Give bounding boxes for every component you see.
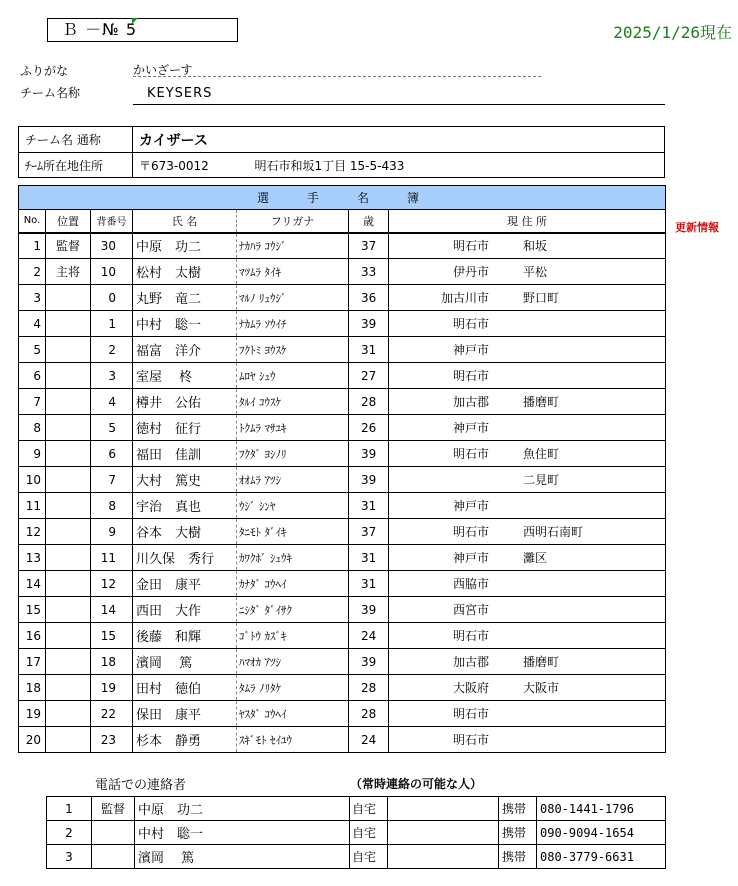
player-position [46, 363, 91, 389]
player-age: 39 [349, 441, 389, 467]
player-name: 中原 功二 [133, 233, 237, 259]
player-kana: ﾀﾆﾓﾄ ﾀﾞｲｷ [237, 519, 349, 545]
player-no: 13 [19, 545, 46, 571]
player-age: 28 [349, 389, 389, 415]
player-address [389, 311, 666, 337]
player-town: 平松 [523, 265, 548, 279]
player-age: 26 [349, 415, 389, 441]
player-age: 24 [349, 623, 389, 649]
player-name: 谷本 大樹 [133, 519, 237, 545]
player-number: 1 [91, 311, 133, 337]
player-kana: ｶﾜｸﾎﾞ ｼｭｳｷ [237, 545, 349, 571]
player-city: 神戸市 [452, 343, 489, 357]
home-phone-value [388, 797, 499, 821]
player-city: 西脇市 [452, 577, 489, 591]
player-number: 23 [91, 727, 133, 753]
roster-row [19, 285, 666, 311]
contact-note: （常時連絡の可能な人） [350, 777, 483, 791]
player-age: 24 [349, 727, 389, 753]
player-kana: ｺﾞﾄｳ ｶｽﾞｷ [237, 623, 349, 649]
player-kana: ｵｵﾑﾗ ｱﾂｼ [237, 467, 349, 493]
player-name: 杉本 静勇 [133, 727, 237, 753]
player-no: 5 [19, 337, 46, 363]
player-age: 27 [349, 363, 389, 389]
player-number: 15 [91, 623, 133, 649]
player-number: 4 [91, 389, 133, 415]
mobile-phone-label: 携帯 [499, 821, 537, 845]
player-no: 4 [19, 311, 46, 337]
contact-name: 中村 聡一 [135, 821, 350, 845]
player-name: 保田 康平 [133, 701, 237, 727]
header-name: 氏 名 [133, 210, 237, 233]
home-phone-value [388, 821, 499, 845]
contact-row [47, 821, 666, 845]
player-city: 明石市 [452, 733, 489, 747]
contact-name: 中原 功二 [135, 797, 350, 821]
player-kana: ﾌｸﾄﾐ ﾖｳｽｹ [237, 337, 349, 363]
update-info-link[interactable]: 更新情報 [675, 221, 719, 234]
player-city: 加古郡 [452, 655, 489, 669]
player-address [389, 363, 666, 389]
mobile-phone-value: 090-9094-1654 [537, 821, 666, 845]
player-no: 19 [19, 701, 46, 727]
mobile-phone-label: 携帯 [499, 845, 537, 869]
player-age: 31 [349, 493, 389, 519]
player-age: 36 [349, 285, 389, 311]
roster-row [19, 233, 666, 259]
player-position [46, 623, 91, 649]
player-town: 播磨町 [523, 655, 560, 669]
header-number: 背番号 [91, 210, 133, 233]
player-number: 14 [91, 597, 133, 623]
roster-row [19, 623, 666, 649]
player-town: 二見町 [523, 473, 560, 487]
roster-row [19, 649, 666, 675]
player-city: 明石市 [452, 369, 489, 383]
player-no: 7 [19, 389, 46, 415]
mobile-phone-value: 080-3779-6631 [537, 845, 666, 869]
player-position [46, 597, 91, 623]
player-city: 西宮市 [452, 603, 489, 617]
player-address [389, 259, 666, 285]
player-name: 濱岡 篤 [133, 649, 237, 675]
document-code-box [47, 18, 238, 42]
player-kana: ﾊﾏｵｶ ｱﾂｼ [237, 649, 349, 675]
player-town: 西明石南町 [523, 525, 584, 539]
player-address [389, 415, 666, 441]
player-position [46, 571, 91, 597]
player-kana: ﾑﾛﾔ ｼｭｳ [237, 363, 349, 389]
header-kana: フリガナ [237, 210, 349, 233]
player-kana: ﾏﾙﾉ ﾘｭｳｼﾞ [237, 285, 349, 311]
player-address [389, 727, 666, 753]
player-kana: ｽｷﾞﾓﾄ ｾｲﾕｳ [237, 727, 349, 753]
roster-title: 選手名簿 [19, 186, 666, 210]
player-no: 2 [19, 259, 46, 285]
player-town: 野口町 [523, 291, 560, 305]
player-name: 丸野 竜二 [133, 285, 237, 311]
player-position [46, 337, 91, 363]
player-city: 大阪府 [452, 681, 489, 695]
player-no: 18 [19, 675, 46, 701]
player-name: 樽井 公佑 [133, 389, 237, 415]
team-name-label: チーム名称 [20, 86, 81, 100]
player-no: 17 [19, 649, 46, 675]
player-name: 徳村 征行 [133, 415, 237, 441]
nickname-value: カイザース [139, 132, 208, 149]
player-position [46, 493, 91, 519]
player-age: 33 [349, 259, 389, 285]
contact-position [92, 845, 135, 869]
roster-row [19, 727, 666, 753]
cell-comment-marker [132, 18, 138, 24]
player-city: 明石市 [452, 317, 489, 331]
player-kana: ﾅｶﾑﾗ ｿｳｲﾁ [237, 311, 349, 337]
player-age: 31 [349, 545, 389, 571]
mobile-phone-value: 080-1441-1796 [537, 797, 666, 821]
nickname-label: チーム名 通称 [19, 127, 133, 153]
header-position: 位置 [46, 210, 91, 233]
player-kana: ﾄｸﾑﾗ ﾏｻﾕｷ [237, 415, 349, 441]
player-position [46, 675, 91, 701]
player-address [389, 545, 666, 571]
player-city: 神戸市 [452, 551, 489, 565]
player-kana: ﾀﾑﾗ ﾉﾘﾀｹ [237, 675, 349, 701]
player-age: 39 [349, 311, 389, 337]
player-name: 松村 太樹 [133, 259, 237, 285]
player-number: 9 [91, 519, 133, 545]
player-name: 川久保 秀行 [133, 545, 237, 571]
player-town: 大阪市 [523, 681, 560, 695]
player-name: 西田 大作 [133, 597, 237, 623]
contact-label: 電話での連絡者 [95, 778, 187, 793]
player-town: 播磨町 [523, 395, 560, 409]
player-age: 37 [349, 519, 389, 545]
player-number: 22 [91, 701, 133, 727]
player-address [389, 285, 666, 311]
player-age: 31 [349, 571, 389, 597]
header-address: 現 住 所 [389, 210, 666, 233]
player-position [46, 389, 91, 415]
player-kana: ﾔｽﾀﾞ ｺｳﾍｲ [237, 701, 349, 727]
player-position: 監督 [46, 233, 91, 259]
player-position [46, 415, 91, 441]
as-of-date: 2025/1/26現在 [613, 23, 732, 42]
player-no: 8 [19, 415, 46, 441]
player-kana: ﾆｼﾀﾞ ﾀﾞｲｻｸ [237, 597, 349, 623]
player-address [389, 493, 666, 519]
header-age: 歳 [349, 210, 389, 233]
player-address [389, 519, 666, 545]
player-number: 10 [91, 259, 133, 285]
player-town: 灘区 [523, 551, 548, 565]
player-number: 6 [91, 441, 133, 467]
player-kana: ﾅｶﾊﾗ ｺｳｼﾞ [237, 233, 349, 259]
player-no: 10 [19, 467, 46, 493]
roster-row [19, 441, 666, 467]
player-number: 7 [91, 467, 133, 493]
player-position [46, 441, 91, 467]
document-code: Ｂ －№ 5 [62, 20, 137, 39]
home-phone-label: 自宅 [350, 797, 388, 821]
roster-row [19, 337, 666, 363]
player-address [389, 701, 666, 727]
furigana-label: ふりがな [20, 64, 69, 78]
player-no: 3 [19, 285, 46, 311]
contacts-table [46, 796, 666, 869]
mobile-phone-label: 携帯 [499, 797, 537, 821]
player-city: 加古郡 [452, 395, 489, 409]
player-name: 中村 聡一 [133, 311, 237, 337]
roster-row [19, 545, 666, 571]
address-value: 明石市和坂1丁目 15-5-433 [254, 158, 405, 173]
player-number: 19 [91, 675, 133, 701]
player-age: 31 [349, 337, 389, 363]
player-city: 加古川市 [440, 291, 489, 305]
player-position [46, 649, 91, 675]
contact-row [47, 797, 666, 821]
home-phone-label: 自宅 [350, 821, 388, 845]
player-no: 6 [19, 363, 46, 389]
player-name: 後藤 和輝 [133, 623, 237, 649]
player-name: 福富 洋介 [133, 337, 237, 363]
player-name: 金田 康平 [133, 571, 237, 597]
contact-row [47, 845, 666, 869]
player-address [389, 233, 666, 259]
header-no: No. [19, 210, 46, 233]
player-number: 12 [91, 571, 133, 597]
player-city: 神戸市 [452, 499, 489, 513]
player-address [389, 389, 666, 415]
player-kana: ﾏﾂﾑﾗ ﾀｲｷ [237, 259, 349, 285]
player-no: 16 [19, 623, 46, 649]
player-number: 18 [91, 649, 133, 675]
player-kana: ﾀﾙｲ ｺｳｽｹ [237, 389, 349, 415]
player-address [389, 649, 666, 675]
player-number: 11 [91, 545, 133, 571]
address-label: ﾁｰﾑ所在地住所 [19, 153, 133, 178]
roster-row [19, 571, 666, 597]
contact-position [92, 821, 135, 845]
furigana-value: かいざーす [133, 61, 541, 77]
player-no: 9 [19, 441, 46, 467]
player-city: 神戸市 [452, 421, 489, 435]
roster-row [19, 467, 666, 493]
player-position [46, 727, 91, 753]
team-info-table [18, 126, 665, 178]
player-age: 37 [349, 233, 389, 259]
roster-row [19, 389, 666, 415]
player-address [389, 337, 666, 363]
player-number: 0 [91, 285, 133, 311]
roster-row [19, 311, 666, 337]
contact-position: 監督 [92, 797, 135, 821]
player-name: 大村 篤史 [133, 467, 237, 493]
player-position [46, 701, 91, 727]
player-no: 11 [19, 493, 46, 519]
roster-row [19, 519, 666, 545]
player-position [46, 311, 91, 337]
player-number: 5 [91, 415, 133, 441]
player-kana: ﾌｸﾀﾞ ﾖｼﾉﾘ [237, 441, 349, 467]
player-address [389, 467, 666, 493]
player-town: 魚住町 [523, 447, 560, 461]
postal-code: 〒673-0012 [139, 158, 209, 173]
roster-row [19, 415, 666, 441]
player-city: 明石市 [452, 525, 489, 539]
contact-no: 3 [47, 845, 92, 869]
player-age: 39 [349, 467, 389, 493]
player-position [46, 467, 91, 493]
roster-row [19, 675, 666, 701]
team-name-value: KEYSERS [133, 86, 665, 105]
player-position [46, 545, 91, 571]
player-no: 14 [19, 571, 46, 597]
player-name: 宇治 真也 [133, 493, 237, 519]
roster-row [19, 701, 666, 727]
roster-table [18, 185, 666, 753]
player-kana: ｶﾅﾀﾞ ｺｳﾍｲ [237, 571, 349, 597]
player-city: 明石市 [452, 447, 489, 461]
player-number: 2 [91, 337, 133, 363]
player-address [389, 623, 666, 649]
player-age: 39 [349, 597, 389, 623]
roster-row [19, 597, 666, 623]
roster-row [19, 363, 666, 389]
contact-no: 2 [47, 821, 92, 845]
player-number: 8 [91, 493, 133, 519]
player-age: 28 [349, 675, 389, 701]
home-phone-value [388, 845, 499, 869]
player-city: 伊丹市 [452, 265, 489, 279]
player-no: 12 [19, 519, 46, 545]
player-address [389, 441, 666, 467]
player-no: 1 [19, 233, 46, 259]
player-town: 和坂 [523, 239, 548, 254]
address-cell [133, 153, 665, 178]
player-address [389, 597, 666, 623]
roster-row [19, 493, 666, 519]
player-address [389, 675, 666, 701]
home-phone-label: 自宅 [350, 845, 388, 869]
player-position [46, 519, 91, 545]
player-number: 3 [91, 363, 133, 389]
contact-name: 濱岡 篤 [135, 845, 350, 869]
player-name: 福田 佳訓 [133, 441, 237, 467]
player-no: 20 [19, 727, 46, 753]
player-address [389, 571, 666, 597]
player-name: 室屋 柊 [133, 363, 237, 389]
player-city: 明石市 [452, 629, 489, 643]
player-number: 30 [91, 233, 133, 259]
roster-row [19, 259, 666, 285]
contact-no: 1 [47, 797, 92, 821]
player-position: 主将 [46, 259, 91, 285]
player-kana: ｳｼﾞ ｼﾝﾔ [237, 493, 349, 519]
player-name: 田村 徳伯 [133, 675, 237, 701]
player-city: 明石市 [452, 239, 489, 254]
player-position [46, 285, 91, 311]
player-city: 明石市 [452, 707, 489, 721]
player-age: 39 [349, 649, 389, 675]
player-no: 15 [19, 597, 46, 623]
player-age: 28 [349, 701, 389, 727]
